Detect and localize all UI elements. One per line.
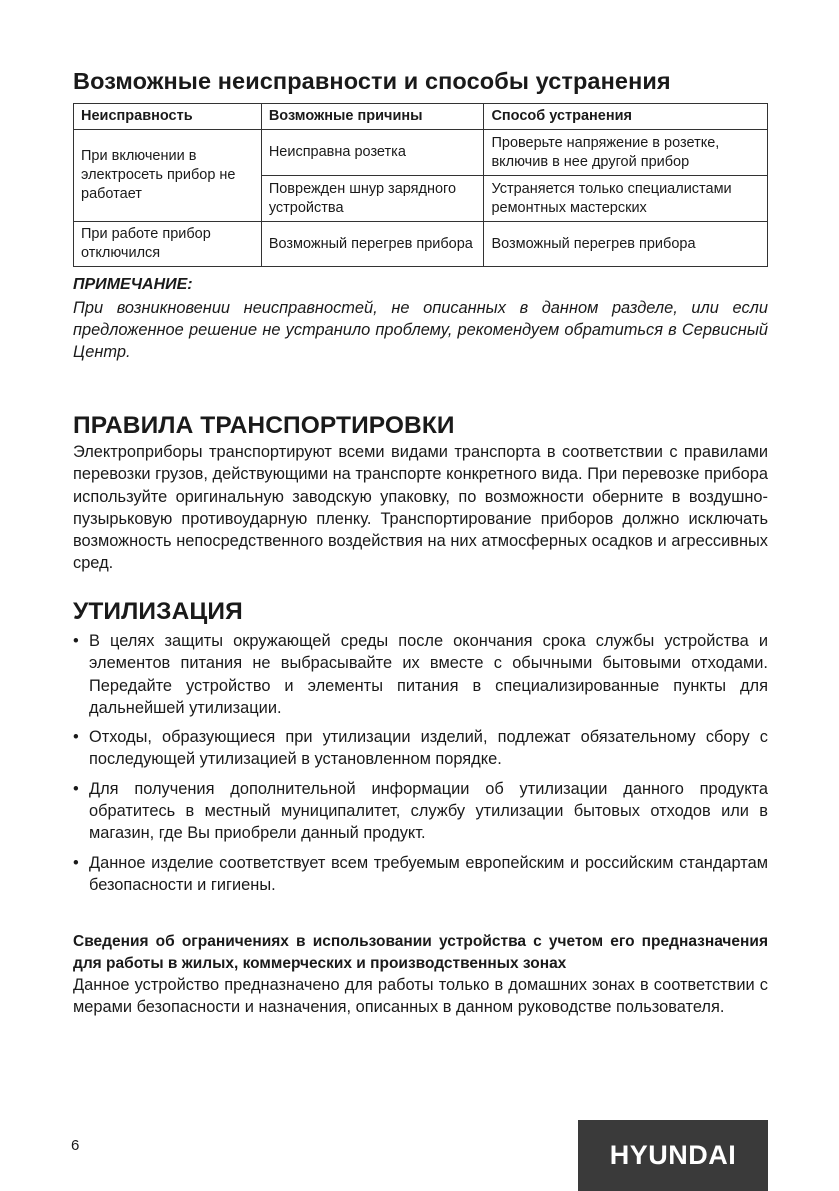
table-row	[74, 130, 768, 176]
remedy-cell: Возможный перегрев прибора	[484, 222, 768, 267]
list-item-text: В целях защиты окружающей среды после окончания срока службы устройства и элементов питания не выбрасывайте их вместе с обычными бытовыми отходами. Передайте устройство и элементы питания в специализированные пункты для дальнейшей утилизации.	[89, 632, 768, 717]
bullet-icon: •	[73, 853, 79, 872]
bullet-icon: •	[73, 632, 79, 650]
list-item-text: Для получения дополнительной информации об утилизации данного продукта обратитесь в местный муниципалитет, службу утилизации бытовых отходов или в магазин, где Вы приобрели данный продукт.	[89, 779, 768, 843]
restrictions-text: Данное устройство предназначено для работы только в домашних зонах в соответствии с мерами безопасности и назначения, описанных в данном руководстве пользователя.	[73, 976, 768, 1017]
bullet-icon: •	[73, 728, 79, 747]
brand-logo	[578, 1120, 768, 1191]
list-item-text: Данное изделие соответствует всем требуемым европейским и российским стандартам безопасности и гигиены.	[89, 853, 768, 894]
column-header-fault: Неисправность	[74, 104, 262, 130]
faults-table	[73, 103, 768, 267]
column-header-causes: Возможные причины	[261, 104, 484, 130]
cause-cell: Неисправна розетка	[261, 130, 484, 176]
table-row	[74, 222, 768, 267]
list-item	[73, 630, 768, 719]
remedy-cell: Проверьте напряжение в розетке, включив в нее другой прибор	[484, 130, 768, 176]
column-header-remedy: Способ устранения	[484, 104, 768, 130]
cause-cell: Возможный перегрев прибора	[261, 222, 484, 267]
list-item	[73, 778, 768, 845]
transport-section-title: ПРАВИЛА ТРАНСПОРТИРОВКИ	[73, 412, 455, 439]
utilization-list	[73, 630, 768, 903]
table-header-row	[74, 104, 768, 130]
utilization-section-title: УТИЛИЗАЦИЯ	[73, 598, 243, 625]
fault-cell: При работе прибор отключился	[74, 222, 262, 267]
cause-cell: Поврежден шнур зарядного устройства	[261, 176, 484, 222]
list-item	[73, 852, 768, 897]
brand-logo-text: HYUNDAI	[609, 1140, 737, 1170]
fault-cell: При включении в электросеть прибор не работает	[74, 130, 262, 222]
transport-text: Электроприборы транспортируют всеми видами транспорта в соответствии с правилами перевозки грузов, действующими на транспорте конкретного вида. При перевозке прибора используйте оригинальную заводскую упаковку, по возможности оберните в воздушно-пузырьковую противоударную пленку. Транспортирование приборов должно исключать возможность непосредственного воздействия на них атмосферных осадков и агрессивных сред.	[73, 443, 768, 573]
bullet-icon: •	[73, 779, 79, 798]
faults-section-title: Возможные неисправности и способы устранения	[73, 68, 671, 94]
page-number: 6	[71, 1137, 80, 1154]
list-item-text: Отходы, образующиеся при утилизации изделий, подлежат обязательному сбору с последующей утилизацией в установленном порядке.	[89, 728, 768, 769]
list-item	[73, 726, 768, 771]
note-text: При возникновении неисправностей, не описанных в данном разделе, или если предложенное решение не устранило проблему, рекомендуем обратиться в Сервисный Центр.	[73, 299, 768, 361]
note-title: ПРИМЕЧАНИЕ:	[73, 276, 193, 293]
remedy-cell: Устраняется только специалистами ремонтных мастерских	[484, 176, 768, 222]
restrictions-title: Сведения об ограничениях в использовании устройства с учетом его предназначения для работы в жилых, коммерческих и производственных зонах	[73, 933, 768, 972]
